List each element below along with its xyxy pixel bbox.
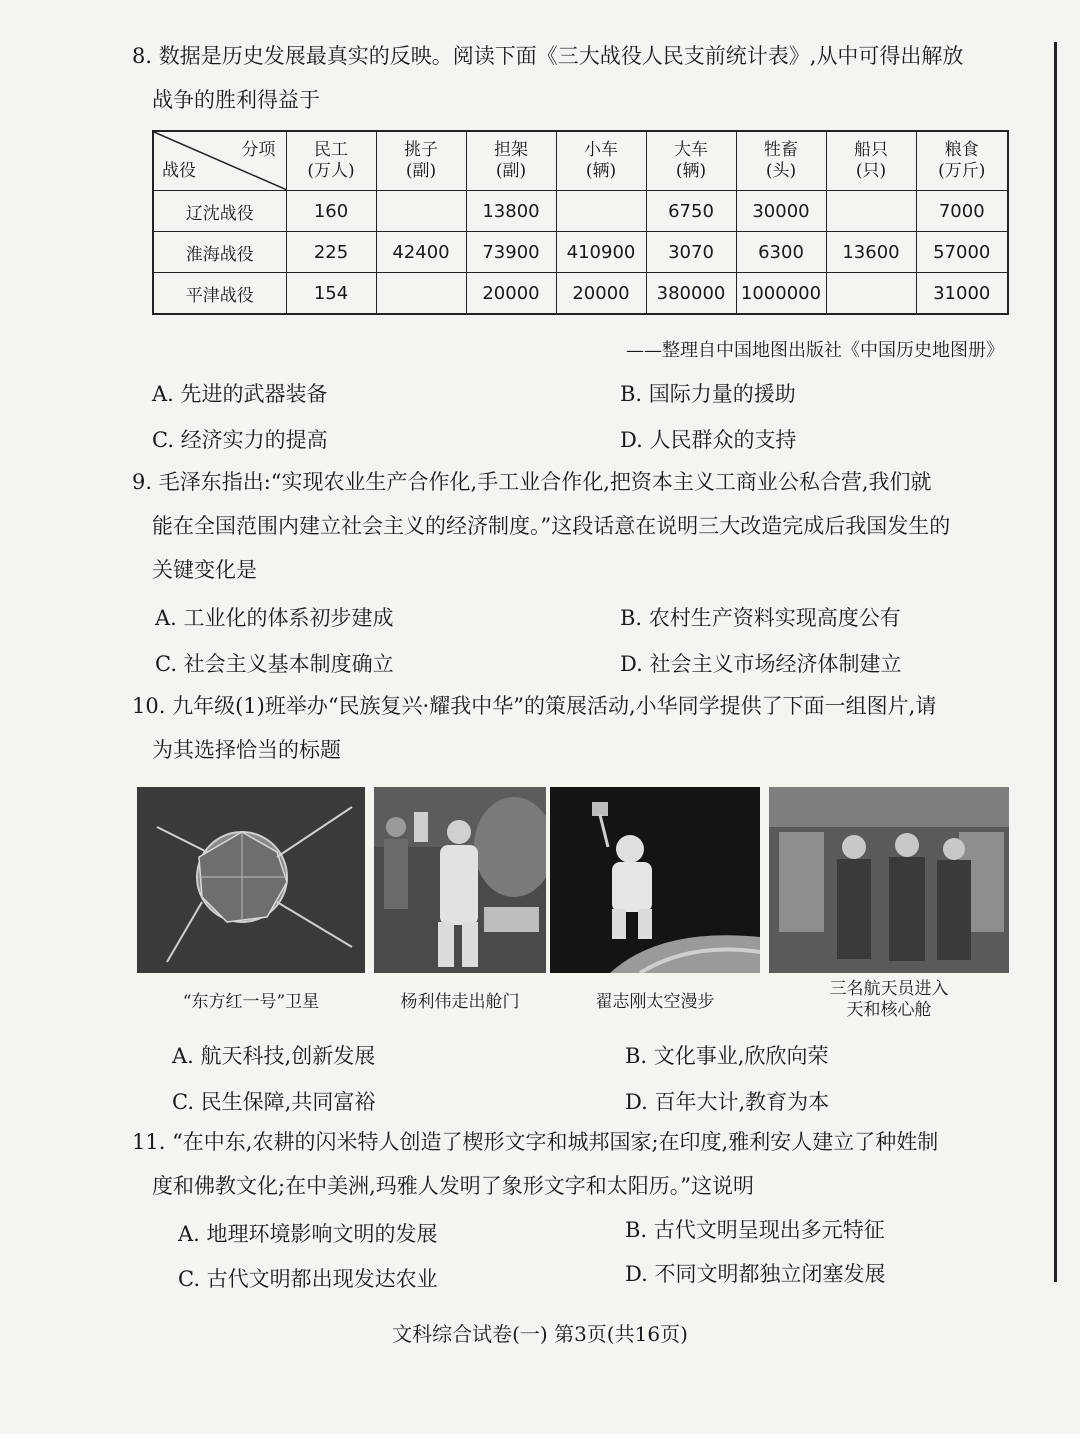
- column-header: 大车 (辆): [646, 131, 736, 191]
- table-cell: 225: [286, 232, 376, 273]
- caption-zhai-zhigang: 翟志刚太空漫步: [595, 992, 715, 1012]
- satellite-photo: [137, 787, 365, 973]
- option-b[interactable]: B. 国际力量的援助: [620, 382, 796, 406]
- question-11-line-1: 11. “在中东,农耕的闪米特人创造了楔形文字和城邦国家;在印度,雅利安人建立了种姓制: [132, 1130, 939, 1154]
- option-d[interactable]: D. 不同文明都独立闭塞发展: [625, 1262, 886, 1286]
- table-row: [153, 232, 1008, 273]
- table-cell: 160: [286, 191, 376, 232]
- table-cell: 13800: [466, 191, 556, 232]
- column-header: 担架 (副): [466, 131, 556, 191]
- question-11: [132, 1120, 1012, 1208]
- option-d[interactable]: D. 社会主义市场经济体制建立: [620, 652, 902, 676]
- option-d[interactable]: D. 人民群众的支持: [620, 428, 797, 452]
- astronaut-exiting-hatch-photo: [374, 787, 546, 973]
- question-10-line-2: 为其选择恰当的标题: [152, 738, 341, 762]
- table-cell: 6750: [646, 191, 736, 232]
- caption-yang-liwei: 杨利伟走出舱门: [400, 992, 520, 1012]
- question-9-line-2: 能在全国范围内建立社会主义的经济制度。”这段话意在说明三大改造完成后我国发生的: [152, 514, 951, 538]
- table-cell: 3070: [646, 232, 736, 273]
- question-9-line-1: 9. 毛泽东指出:“实现农业生产合作化,手工业合作化,把资本主义工商业公私合营,我们就: [132, 470, 932, 494]
- table-cell: 154: [286, 273, 376, 315]
- table-cell: 30000: [736, 191, 826, 232]
- table-cell: 410900: [556, 232, 646, 273]
- column-header: 粮食 (万斤): [916, 131, 1008, 191]
- table-cell: [376, 191, 466, 232]
- question-8-line-2: 战争的胜利得益于: [152, 88, 320, 112]
- table-cell: 57000: [916, 232, 1008, 273]
- option-c[interactable]: C. 民生保障,共同富裕: [172, 1090, 376, 1114]
- column-header: 挑子 (副): [376, 131, 466, 191]
- question-9-line-3: 关键变化是: [152, 558, 257, 582]
- option-c[interactable]: C. 经济实力的提高: [152, 428, 328, 452]
- row-header: 平津战役: [153, 273, 286, 315]
- table-cell: 31000: [916, 273, 1008, 315]
- column-header: 船只 (只): [826, 131, 916, 191]
- caption-satellite: “东方红一号”卫星: [182, 992, 320, 1012]
- question-10: [132, 684, 1012, 772]
- table-row: [153, 273, 1008, 315]
- row-header: 辽沈战役: [153, 191, 286, 232]
- table-cell: 6300: [736, 232, 826, 273]
- table-cell: [556, 191, 646, 232]
- table-cell: [376, 273, 466, 315]
- table-cell: 1000000: [736, 273, 826, 315]
- column-header: 民工 (万人): [286, 131, 376, 191]
- table-corner-cell: [153, 131, 286, 191]
- column-header: 牲畜 (头): [736, 131, 826, 191]
- option-a[interactable]: A. 航天科技,创新发展: [172, 1044, 376, 1068]
- table-cell: [826, 273, 916, 315]
- question-10-line-1: 10. 九年级(1)班举办“民族复兴·耀我中华”的策展活动,小华同学提供了下面一组图片,请: [132, 694, 937, 718]
- table-cell: 380000: [646, 273, 736, 315]
- support-statistics-table: [152, 130, 1009, 315]
- caption-tianhe-line-1: 三名航天员进入: [829, 979, 949, 999]
- astronauts-in-tianhe-module-photo: [769, 787, 1009, 973]
- table-cell: [826, 191, 916, 232]
- table-cell: 7000: [916, 191, 1008, 232]
- question-11-line-2: 度和佛教文化;在中美洲,玛雅人发明了象形文字和太阳历。”这说明: [152, 1174, 754, 1198]
- table-cell: 73900: [466, 232, 556, 273]
- table-header-row: [153, 131, 1008, 191]
- table-cell: 42400: [376, 232, 466, 273]
- table-row: [153, 191, 1008, 232]
- table-source-note: ——整理自中国地图出版社《中国历史地图册》: [626, 340, 1004, 361]
- option-b[interactable]: B. 农村生产资料实现高度公有: [620, 606, 901, 630]
- page-edge-line: [1054, 42, 1057, 1282]
- question-9: [132, 460, 1012, 592]
- table-cell: 13600: [826, 232, 916, 273]
- table-cell: 20000: [556, 273, 646, 315]
- table-cell: 20000: [466, 273, 556, 315]
- caption-tianhe: [769, 979, 1009, 1021]
- option-b[interactable]: B. 古代文明呈现出多元特征: [625, 1218, 885, 1242]
- option-a[interactable]: A. 地理环境影响文明的发展: [178, 1222, 438, 1246]
- page-footer: 文科综合试卷(一) 第3页(共16页): [392, 1322, 688, 1346]
- caption-tianhe-line-2: 天和核心舱: [846, 1000, 932, 1020]
- question-8-line-1: 8. 数据是历史发展最真实的反映。阅读下面《三大战役人民支前统计表》,从中可得出解放: [132, 44, 964, 68]
- row-header: 淮海战役: [153, 232, 286, 273]
- corner-label-battles: 战役: [162, 161, 196, 181]
- corner-label-items: 分项: [241, 140, 276, 160]
- option-a[interactable]: A. 先进的武器装备: [152, 382, 328, 406]
- option-d[interactable]: D. 百年大计,教育为本: [625, 1090, 830, 1114]
- option-c[interactable]: C. 古代文明都出现发达农业: [178, 1267, 438, 1291]
- column-header: 小车 (辆): [556, 131, 646, 191]
- option-b[interactable]: B. 文化事业,欣欣向荣: [625, 1044, 829, 1068]
- spacewalk-photo: [550, 787, 760, 973]
- question-8: [132, 34, 1012, 122]
- option-a[interactable]: A. 工业化的体系初步建成: [155, 606, 394, 630]
- option-c[interactable]: C. 社会主义基本制度确立: [155, 652, 394, 676]
